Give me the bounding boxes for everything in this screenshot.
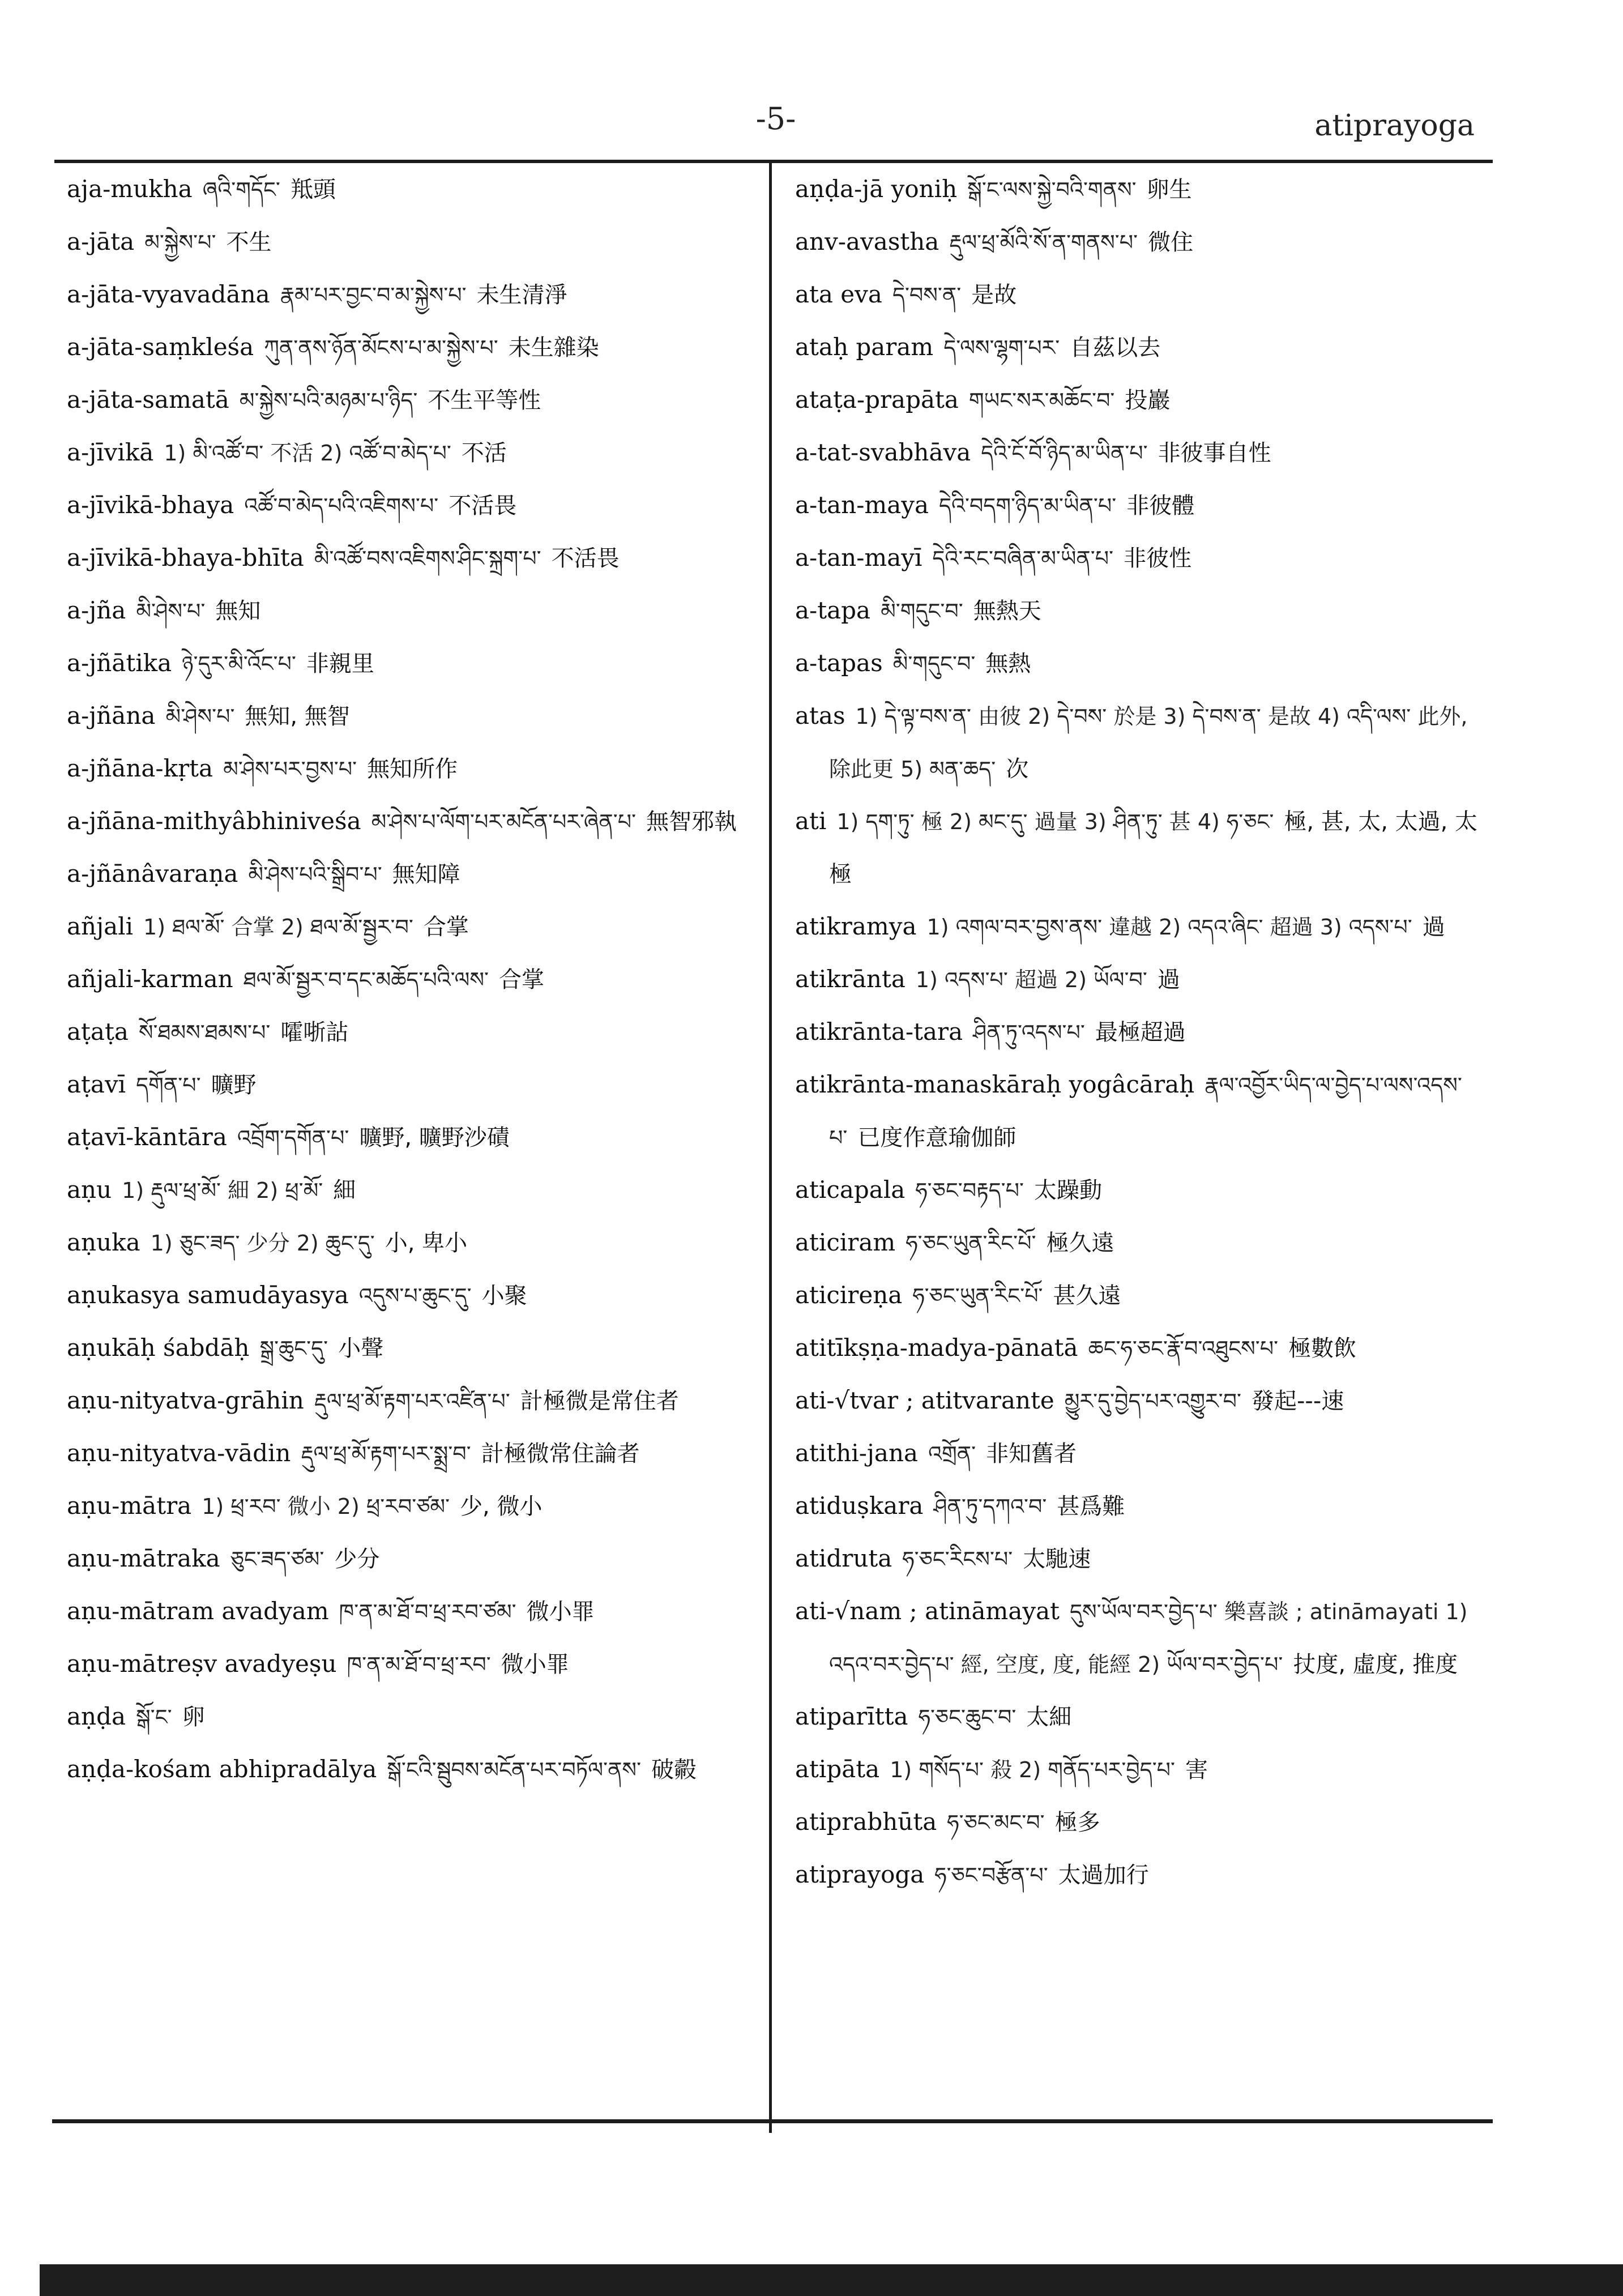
entry-tibetan: མྱུར་དུ་བྱེད་པར་འགྱུར་བ་	[1064, 1389, 1241, 1414]
entry-tibetan: རྡུལ་ཕྲ་མོ་རྟག་པར་འཛིན་པ་	[314, 1389, 510, 1414]
dictionary-entry	[67, 1743, 746, 1796]
entry-tibetan: མི་གདུང་བ་	[892, 651, 976, 676]
dictionary-entry	[795, 1164, 1480, 1217]
dictionary-entry	[67, 1111, 746, 1164]
dictionary-entry	[795, 268, 1480, 321]
entry-headword: aṭavī-kāntāra	[67, 1123, 227, 1151]
entry-headword: a-jīvikā-bhaya-bhīta	[67, 544, 304, 571]
entry-tibetan: 1) ཅུང་ཟད་ 少分 2) ཆུང་དུ་	[150, 1231, 375, 1256]
dictionary-entry	[67, 848, 746, 901]
entry-chinese: 少, 微小	[460, 1493, 543, 1520]
entry-chinese: 已度作意瑜伽師	[857, 1125, 1016, 1151]
entry-chinese: 小, 卑小	[385, 1230, 468, 1256]
entry-chinese: 無熱天	[973, 598, 1041, 624]
entry-headword: a-jñāna-kṛta	[67, 754, 213, 782]
entry-headword: ati-√nam ; atināmayat	[795, 1597, 1060, 1625]
entry-chinese: 無知障	[392, 861, 460, 887]
entry-headword: a-jāta-samatā	[67, 386, 229, 413]
entry-headword: atiduṣkara	[795, 1492, 924, 1520]
entry-headword: aṇu-nityatva-grāhin	[67, 1386, 304, 1414]
entry-headword: a-jñāna	[67, 702, 156, 729]
entry-headword: a-jñānâvaraṇa	[67, 860, 238, 887]
dictionary-entry	[67, 690, 746, 742]
entry-tibetan: དེ་བས་ན་	[892, 283, 962, 308]
entry-chinese: 合掌	[423, 914, 469, 940]
dictionary-entry	[795, 532, 1480, 584]
entry-chinese: 非彼事自性	[1158, 440, 1271, 466]
entry-headword: a-jña	[67, 596, 126, 624]
entry-chinese: 過	[1422, 914, 1445, 940]
entry-chinese: 不活	[461, 440, 507, 466]
entry-headword: ati-√tvar ; atitvarante	[795, 1386, 1054, 1414]
entry-chinese: 甚久遠	[1053, 1283, 1121, 1309]
entry-chinese: 微住	[1148, 229, 1194, 255]
entry-tibetan: 1) འགལ་བར་བྱས་ནས་ 違越 2) འདའ་ཞིང་ 超過 3) འདས་པ་	[926, 915, 1412, 940]
entry-tibetan: དུས་ཡོལ་བར་བྱེད་པ་ 樂喜談 ; atināmayati 1) འདའ་བར་བྱེད་པ་ 經, 空度, 度, 能經 2) ཡོལ་བར་བྱེད་པ་	[829, 1599, 1468, 1677]
entry-tibetan: ཤིན་ཏུ་དཀའ་བ་	[933, 1494, 1047, 1519]
entry-headword: aṇukāḥ śabdāḥ	[67, 1334, 250, 1362]
dictionary-entry	[795, 1006, 1480, 1059]
dictionary-entry	[67, 1691, 746, 1743]
dictionary-entry	[67, 1533, 746, 1585]
dictionary-entry	[795, 1796, 1480, 1849]
dictionary-entry	[795, 1269, 1480, 1322]
entry-tibetan: རྡུལ་ཕྲ་མོ་རྟག་པར་སྨྲ་བ་	[301, 1441, 471, 1466]
entry-tibetan: སྒོ་ང་	[136, 1705, 172, 1730]
entry-headword: atiprabhūta	[795, 1808, 937, 1836]
dictionary-entry	[67, 637, 746, 690]
entry-chinese: 未生雜染	[508, 335, 599, 361]
entry-tibetan: 1) མི་འཚོ་བ་ 不活 2) འཚོ་བ་མེད་པ་	[164, 441, 451, 466]
dictionary-entry	[67, 1006, 746, 1059]
entry-headword: aṇḍa-kośam abhipradālya	[67, 1755, 377, 1783]
entry-chinese: 少分	[334, 1546, 380, 1572]
dictionary-entry	[67, 268, 746, 321]
entry-tibetan: དེའི་བདག་ཉིད་མ་ཡིན་པ་	[939, 493, 1117, 518]
dictionary-entry	[67, 1269, 746, 1322]
entry-chinese: 小聚	[481, 1283, 527, 1309]
dictionary-entry	[795, 1217, 1480, 1269]
entry-headword: a-jīvikā	[67, 438, 154, 466]
dictionary-entry	[795, 479, 1480, 532]
entry-tibetan: གཡང་སར་མཆོང་བ་	[968, 388, 1115, 413]
entry-chinese: 投巖	[1125, 387, 1171, 413]
entry-headword: aṇḍa	[67, 1702, 126, 1730]
entry-headword: ataḥ param	[795, 333, 934, 361]
entry-chinese: 計極微常住論者	[481, 1441, 640, 1467]
entry-tibetan: རྣམ་པར་བྱང་བ་མ་སྐྱེས་པ་	[280, 283, 467, 308]
entry-headword: aṭavī	[67, 1070, 126, 1098]
entry-chinese: 是故	[971, 282, 1017, 308]
entry-headword: añjali	[67, 912, 134, 940]
dictionary-entry	[795, 1691, 1480, 1743]
dictionary-entry	[67, 1480, 746, 1533]
entry-chinese: 不生平等性	[428, 387, 541, 413]
entry-chinese: 無智邪執	[646, 809, 737, 835]
entry-headword: a-jāta	[67, 228, 135, 255]
entry-tibetan: ཅུང་ཟད་ཙམ་	[230, 1547, 324, 1572]
entry-tibetan: འགྲོན་	[928, 1441, 976, 1466]
entry-chinese: 破㲉	[651, 1757, 697, 1783]
entry-chinese: 太過加行	[1058, 1862, 1149, 1888]
entry-tibetan: དེའི་རང་བཞིན་མ་ཡིན་པ་	[932, 546, 1114, 571]
entry-headword: atikramya	[795, 912, 917, 940]
entry-chinese: 曠野	[211, 1072, 257, 1098]
entry-chinese: 扙度, 虛度, 推度	[1293, 1651, 1458, 1678]
entry-chinese: 合掌	[498, 967, 544, 993]
entry-headword: aṇu-mātram avadyam	[67, 1597, 329, 1625]
entry-chinese: 微小罪	[526, 1599, 595, 1625]
entry-headword: atidruta	[795, 1544, 892, 1572]
entry-tibetan: ཧ་ཅང་མང་བ་	[947, 1810, 1045, 1835]
dictionary-entry	[795, 1375, 1480, 1427]
page-number: -5-	[755, 101, 796, 136]
entry-headword: aṇu-nityatva-vādin	[67, 1439, 291, 1467]
dictionary-entry	[67, 953, 746, 1006]
entry-headword: atas	[795, 702, 845, 729]
entry-tibetan: མ་སྐྱེས་པའི་མཉམ་པ་ཉིད་	[239, 388, 418, 413]
entry-tibetan: ཆང་ཧ་ཅང་རྣོ་བ་འཐུངས་པ་	[1088, 1336, 1279, 1361]
entry-headword: a-jñāna-mithyâbhiniveśa	[67, 807, 361, 835]
entry-tibetan: ཞའི་གདོང་	[202, 177, 280, 202]
dictionary-entry	[795, 216, 1480, 268]
entry-headword: atikrānta-tara	[795, 1018, 963, 1045]
entry-headword: atikrānta	[795, 965, 906, 993]
entry-chinese: 未生清淨	[476, 282, 567, 308]
dictionary-entry	[795, 1849, 1480, 1901]
entry-headword: aṇu	[67, 1176, 112, 1204]
running-head: atiprayoga	[1314, 109, 1475, 143]
entry-tibetan: ཀུན་ནས་ཉོན་མོངས་པ་མ་སྐྱེས་པ་	[264, 335, 498, 360]
entry-headword: a-tan-mayī	[795, 544, 922, 571]
entry-chinese: 發起---速	[1252, 1388, 1344, 1414]
entry-chinese: 嚯哳詀	[280, 1019, 349, 1045]
dictionary-entry	[67, 795, 746, 848]
entry-chinese: 計極微是常住者	[520, 1388, 679, 1414]
entry-headword: a-tapa	[795, 596, 871, 624]
entry-tibetan: ཤིན་ཏུ་འདས་པ་	[973, 1020, 1085, 1045]
dictionary-entry	[795, 1585, 1480, 1691]
entry-headword: aticiram	[795, 1228, 896, 1256]
entry-chinese: 微小罪	[501, 1651, 569, 1678]
entry-chinese: 害	[1185, 1757, 1208, 1783]
entry-tibetan: 1) གསོད་པ་ 殺 2) གནོད་པར་བྱེད་པ་	[890, 1757, 1176, 1782]
dictionary-entry	[67, 1638, 746, 1691]
dictionary-entry	[67, 216, 746, 268]
dictionary-entry	[795, 1059, 1480, 1164]
entry-chinese: 小聲	[338, 1335, 384, 1362]
entry-tibetan: མ་ཤེས་པ་ལོག་པར་མངོན་པར་ཞེན་པ་	[371, 809, 637, 834]
dictionary-entry	[67, 901, 746, 953]
dictionary-entry	[795, 637, 1480, 690]
entry-chinese: 非知舊者	[986, 1441, 1077, 1467]
entry-chinese: 羝頭	[290, 177, 336, 203]
entry-chinese: 甚爲難	[1057, 1493, 1125, 1520]
entry-chinese: 不活畏	[449, 493, 517, 519]
dictionary-entry	[67, 1059, 746, 1111]
entry-chinese: 卵	[182, 1704, 205, 1730]
entry-headword: aṇḍa-jā yoniḥ	[795, 175, 958, 203]
entry-tibetan: དགོན་པ་	[136, 1073, 201, 1098]
entry-tibetan: 1) ཐལ་མོ་ 合掌 2) ཐལ་མོ་སྦྱར་བ་	[143, 915, 413, 940]
dictionary-entry	[67, 1322, 746, 1375]
entry-headword: aja-mukha	[67, 175, 193, 203]
entry-tibetan: ཧ་ཅང་བརྟད་པ་	[915, 1178, 1024, 1203]
dictionary-entry	[795, 901, 1480, 953]
entry-chinese: 極, 甚, 太, 太過, 太極	[829, 809, 1478, 887]
dictionary-entry	[67, 1217, 746, 1269]
entry-tibetan: སོ་ཐམས་ཐམས་པ་	[138, 1020, 271, 1045]
entry-tibetan: ཧ་ཅང་ཆུང་བ་	[918, 1705, 1016, 1730]
dictionary-entry	[795, 1427, 1480, 1480]
entry-tibetan: ཧ་ཅང་ཡུན་རིང་པོ་	[912, 1283, 1043, 1308]
entry-chinese: 卵生	[1146, 177, 1192, 203]
entry-headword: ata eva	[795, 280, 882, 308]
dictionary-entry	[67, 1375, 746, 1427]
entry-tibetan: 1) རྡུལ་ཕྲ་མོ་ 細 2) ཕྲ་མོ་	[122, 1178, 323, 1203]
entry-chinese: 曠野, 曠野沙磧	[359, 1125, 510, 1151]
column-divider	[769, 160, 772, 2133]
entry-tibetan: ཁ་ན་མ་ཐོ་བ་ཕྲ་རབ་ཙམ་	[339, 1599, 516, 1624]
entry-tibetan: མི་ཤེས་པ་	[165, 704, 235, 729]
dictionary-entry	[795, 163, 1480, 216]
entry-headword: atitīkṣṇa-madya-pānatā	[795, 1334, 1078, 1362]
entry-chinese: 不活畏	[551, 545, 620, 571]
dictionary-entry	[67, 426, 746, 479]
entry-headword: aṇuka	[67, 1228, 140, 1256]
entry-headword: aṭaṭa	[67, 1018, 129, 1045]
entry-headword: aṇukasya samudāyasya	[67, 1281, 349, 1309]
dictionary-entry	[795, 690, 1480, 795]
entry-tibetan: འབྲོག་དགོན་པ་	[237, 1125, 349, 1150]
entry-headword: atiparītta	[795, 1702, 908, 1730]
entry-chinese: 非彼體	[1126, 493, 1195, 519]
entry-tibetan: སྒྲ་ཆུང་དུ་	[259, 1336, 328, 1361]
dictionary-entry	[795, 795, 1480, 901]
entry-chinese: 非親里	[306, 651, 374, 677]
entry-tibetan: རྣལ་འབྱོར་ཡིད་ལ་བྱེད་པ་ལས་འདས་པ་	[829, 1073, 1462, 1150]
entry-headword: añjali-karman	[67, 965, 233, 993]
entry-tibetan: ཁ་ན་མ་ཐོ་བ་ཕྲ་རབ་	[347, 1652, 491, 1677]
dictionary-entry	[67, 1164, 746, 1217]
entry-chinese: 極久遠	[1046, 1230, 1114, 1256]
entry-chinese: 最極超過	[1095, 1019, 1186, 1045]
entry-headword: anv-avastha	[795, 228, 939, 255]
entry-headword: a-jīvikā-bhaya	[67, 491, 234, 519]
dictionary-entry	[795, 321, 1480, 374]
dictionary-entry	[795, 374, 1480, 426]
entry-tibetan: སྒོ་ངའི་སྦུབས་མངོན་པར་བཏོལ་ནས་	[387, 1757, 642, 1782]
entry-chinese: 細	[333, 1177, 356, 1204]
dictionary-entry	[67, 1427, 746, 1480]
entry-headword: a-tan-maya	[795, 491, 929, 519]
entry-tibetan: 1) འདས་པ་ 超過 2) ཡོལ་བ་	[915, 967, 1147, 992]
entry-chinese: 不生	[226, 229, 272, 255]
entry-tibetan: ཧ་ཅང་རིངས་པ་	[902, 1547, 1013, 1572]
entry-chinese: 太細	[1026, 1704, 1072, 1730]
bottom-rule	[52, 2119, 1493, 2123]
dictionary-entry	[67, 163, 746, 216]
entry-tibetan: ཉེ་དུར་མི་འོང་པ་	[182, 651, 296, 676]
entry-headword: a-tat-svabhāva	[795, 438, 971, 466]
entry-chinese: 太躁動	[1034, 1177, 1102, 1204]
entry-chinese: 無知	[215, 598, 261, 624]
entry-tibetan: འདུས་པ་ཆུང་དུ་	[358, 1283, 472, 1308]
dictionary-entry	[795, 426, 1480, 479]
dictionary-entry	[67, 479, 746, 532]
left-column	[67, 163, 746, 1796]
entry-tibetan: 1) དག་ཏུ་ 極 2) མང་དུ་ 過量 3) ཤིན་ཏུ་ 甚 4) ཧ་ཅང་	[836, 809, 1274, 834]
entry-chinese: 極多	[1054, 1810, 1100, 1836]
entry-chinese: 無知所作	[367, 756, 458, 782]
entry-tibetan: མི་ཤེས་པ་	[136, 599, 206, 624]
entry-headword: aticapala	[795, 1176, 906, 1204]
entry-chinese: 極數飲	[1288, 1335, 1357, 1362]
entry-headword: atipāta	[795, 1755, 880, 1783]
entry-headword: aṇu-mātreṣv avadyeṣu	[67, 1650, 337, 1678]
entry-tibetan: 1) དེ་ལྟ་བས་ན་ 由彼 2) དེ་བས་ 於是 3) དེ་བས་ན་ 是故 4) འདི་ལས་ 此外, 除此更 5) མན་ཆད་	[829, 704, 1468, 782]
entry-tibetan: མི་གདུང་བ་	[881, 599, 963, 624]
entry-tibetan: སྒོ་ང་ལས་སྐྱེ་བའི་གནས་	[967, 177, 1137, 202]
entry-tibetan: ཧ་ཅང་ཡུན་རིང་པོ་	[906, 1231, 1036, 1256]
entry-headword: a-jñātika	[67, 649, 172, 677]
entry-headword: ati	[795, 807, 827, 835]
entry-chinese: 太馳速	[1023, 1546, 1091, 1572]
entry-headword: a-tapas	[795, 649, 883, 677]
entry-chinese: 過	[1157, 967, 1180, 993]
entry-tibetan: འཚོ་བ་མེད་པའི་འཇིགས་པ་	[244, 493, 439, 518]
entry-chinese: 自茲以去	[1070, 335, 1161, 361]
entry-headword: atikrānta-manaskāraḥ yogâcāraḥ	[795, 1070, 1195, 1098]
dictionary-entry	[67, 374, 746, 426]
entry-tibetan: དེའི་ངོ་བོ་ཉིད་མ་ཡིན་པ་	[981, 441, 1148, 466]
dictionary-entry	[795, 953, 1480, 1006]
entry-headword: atithi-jana	[795, 1439, 919, 1467]
scan-edge-bar	[40, 2264, 1623, 2296]
dictionary-entry	[67, 742, 746, 795]
entry-chinese: 無知, 無智	[245, 703, 350, 729]
entry-tibetan: མ་ཤེས་པར་བྱས་པ་	[223, 757, 357, 782]
entry-headword: aṇu-mātraka	[67, 1544, 220, 1572]
entry-headword: aticireṇa	[795, 1281, 903, 1309]
entry-chinese: 無熱	[985, 651, 1031, 677]
right-column	[795, 163, 1480, 1901]
dictionary-entry	[795, 1322, 1480, 1375]
entry-chinese: 非彼性	[1124, 545, 1192, 571]
dictionary-entry	[795, 1743, 1480, 1796]
entry-headword: a-jāta-saṃkleśa	[67, 333, 254, 361]
entry-tibetan: ཧ་ཅང་བརྩོན་པ་	[934, 1863, 1048, 1888]
entry-tibetan: དེ་ལས་ལྷག་པར་	[943, 335, 1060, 360]
entry-tibetan: མི་ཤེས་པའི་སྒྲིབ་པ་	[248, 862, 382, 887]
entry-tibetan: ཐལ་མོ་སྦྱར་བ་དང་མཆོད་པའི་ལས་	[243, 967, 489, 992]
entry-headword: aṇu-mātra	[67, 1492, 192, 1520]
entry-tibetan: མ་སྐྱེས་པ་	[144, 230, 216, 255]
entry-tibetan: མི་འཚོ་བས་འཇིགས་ཤིང་སྐྲག་པ་	[314, 546, 541, 571]
entry-tibetan: རྡུལ་ཕྲ་མོའི་སོ་ན་གནས་པ་	[949, 230, 1138, 255]
entry-tibetan: 1) ཕྲ་རབ་ 微小 2) ཕྲ་རབ་ཙམ་	[202, 1494, 450, 1519]
entry-chinese: 次	[1006, 756, 1029, 782]
dictionary-entry	[795, 1480, 1480, 1533]
dictionary-entry	[67, 321, 746, 374]
entry-headword: a-jāta-vyavadāna	[67, 280, 270, 308]
dictionary-entry	[795, 584, 1480, 637]
dictionary-entry	[67, 584, 746, 637]
dictionary-entry	[795, 1533, 1480, 1585]
dictionary-entry	[67, 1585, 746, 1638]
entry-headword: atiprayoga	[795, 1860, 925, 1888]
dictionary-entry	[67, 532, 746, 584]
entry-headword: ataṭa-prapāta	[795, 386, 959, 413]
